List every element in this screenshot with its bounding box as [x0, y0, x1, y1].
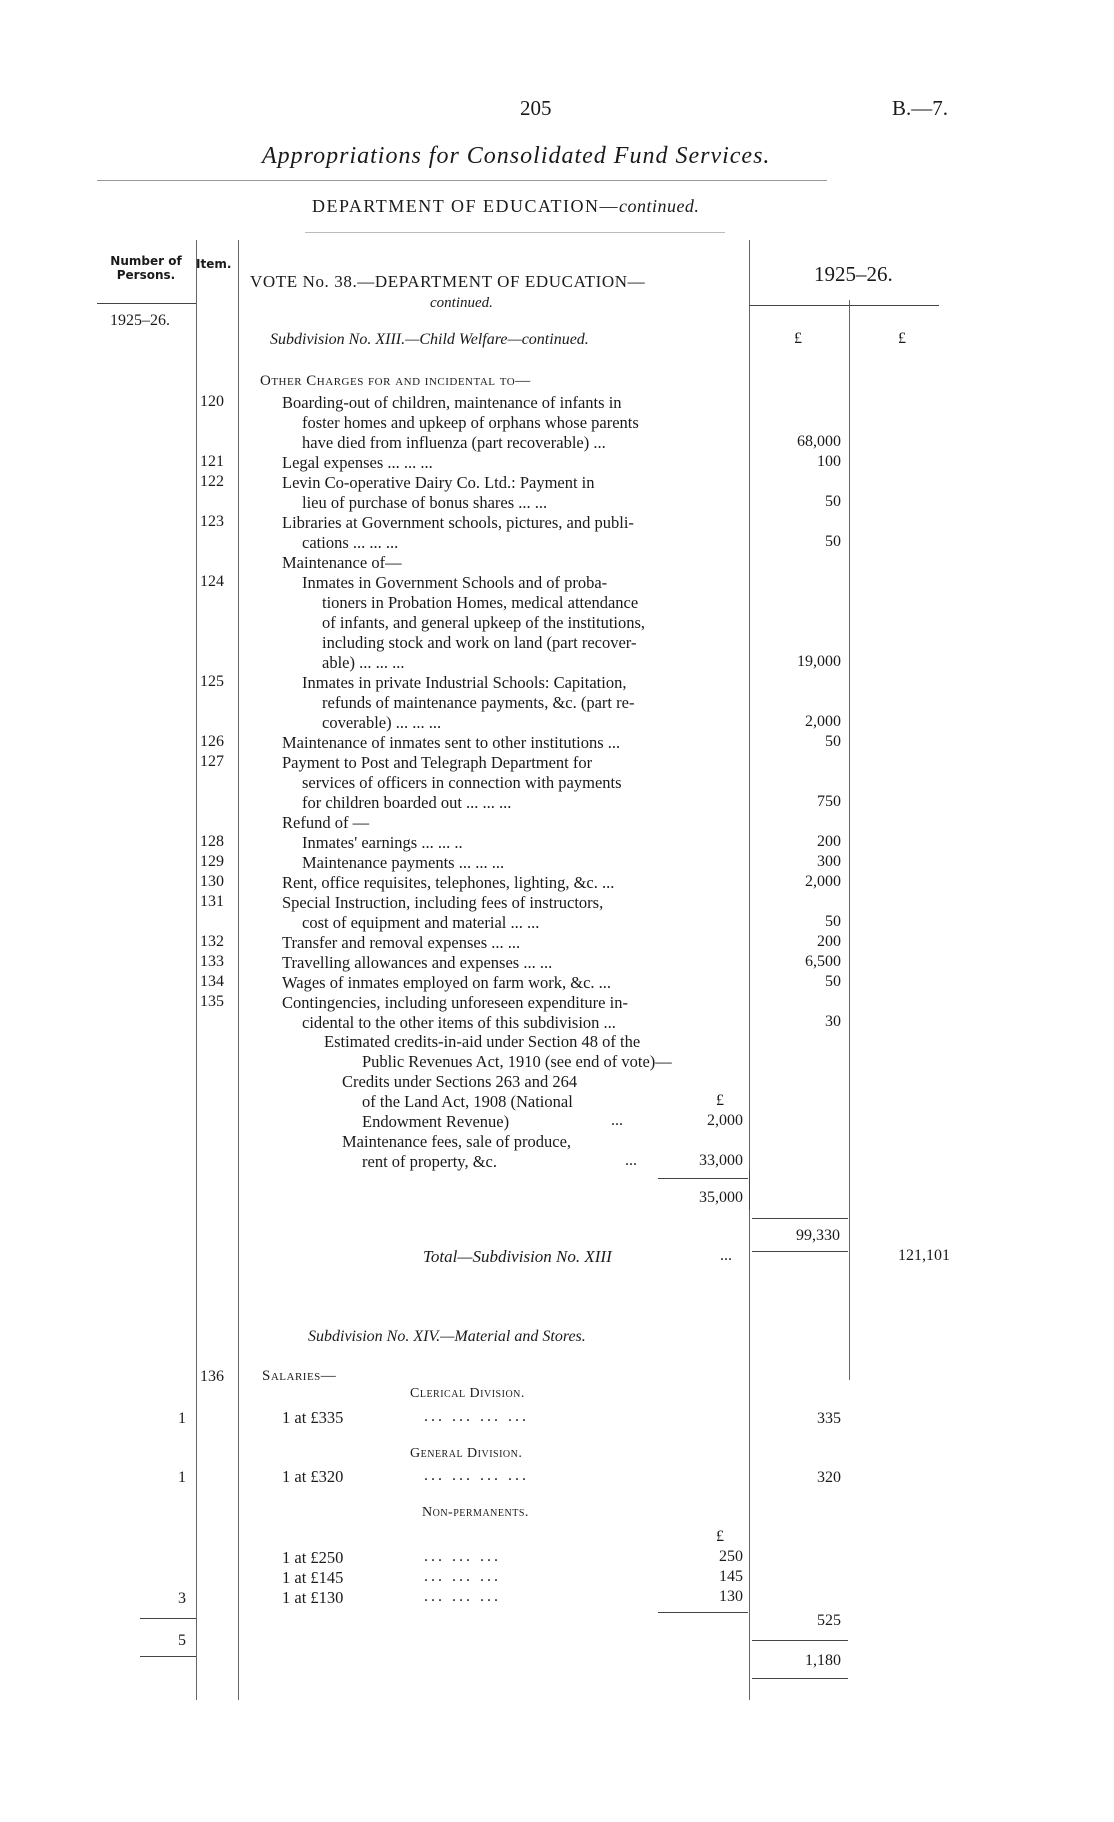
item-number: 121	[200, 453, 224, 470]
department-name: DEPARTMENT OF EDUCATION—	[312, 196, 619, 216]
item-number: 120	[200, 393, 224, 410]
credits-line: rent of property, &c.	[362, 1152, 498, 1171]
credits-dots: ...	[625, 1152, 637, 1169]
credits-box-edge	[749, 1170, 750, 1210]
line-item-text: Contingencies, including unforeseen expenditure in-	[282, 993, 628, 1012]
amount-year-label: 1925–26.	[814, 262, 893, 286]
credit-amount-endowment: 2,000	[707, 1112, 743, 1129]
non-permanent-total: 525	[817, 1612, 841, 1629]
subdivision-13-heading: Subdivision No. XIII.—Child Welfare—continued.	[270, 331, 589, 348]
clerical-salary-line: 1 at £335	[282, 1408, 344, 1427]
line-item-text: Payment to Post and Telegraph Department for	[282, 753, 593, 772]
item-number: 124	[200, 573, 224, 590]
clerical-persons: 1	[178, 1410, 186, 1427]
leader-dots: ... ... ...	[424, 1568, 501, 1585]
non-permanent-sum-rule	[658, 1612, 748, 1613]
line-item-text: have died from influenza (part recoverable) ...	[302, 433, 606, 452]
credits-sum-rule	[658, 1178, 748, 1179]
line-item-amount: 68,000	[797, 433, 841, 450]
general-salary-line: 1 at £320	[282, 1467, 344, 1486]
item-number: 128	[200, 833, 224, 850]
line-item-amount: 6,500	[805, 953, 841, 970]
item-number: 126	[200, 733, 224, 750]
total-persons: 5	[178, 1632, 186, 1649]
total-rule	[752, 1640, 848, 1641]
line-item-text: Refund of —	[282, 813, 370, 832]
non-permanent-line: 1 at £145	[282, 1568, 344, 1587]
line-item-amount: 200	[817, 933, 841, 950]
clerical-division-heading: Clerical Division.	[410, 1386, 525, 1401]
persons-item-divider	[196, 240, 197, 1700]
persons-sum-rule	[140, 1618, 196, 1619]
subdivision-14-total: 1,180	[805, 1652, 841, 1669]
item-number: 125	[200, 673, 224, 690]
item-number: 127	[200, 753, 224, 770]
leader-dots: ... ... ...	[424, 1548, 501, 1565]
line-item-text: Maintenance payments ... ... ...	[302, 853, 505, 872]
non-permanent-amount: 130	[719, 1588, 743, 1605]
credits-line: Estimated credits-in-aid under Section 48 of the	[324, 1032, 641, 1051]
item-number: 123	[200, 513, 224, 530]
line-item-amount: 200	[817, 833, 841, 850]
line-item-text: for children boarded out ... ... ...	[302, 793, 512, 812]
line-item-text: foster homes and upkeep of orphans whose parents	[302, 413, 639, 432]
total-dots: ...	[720, 1247, 732, 1264]
non-permanent-amount: 250	[719, 1548, 743, 1565]
credits-pound-symbol: £	[716, 1092, 724, 1109]
department-continued: continued.	[618, 196, 700, 216]
subdivision-13-grand-total: 121,101	[898, 1247, 950, 1264]
line-item-text: coverable) ... ... ...	[322, 713, 442, 732]
line-item-amount: 50	[825, 733, 841, 750]
department-heading	[312, 196, 699, 217]
line-item-amount: 300	[817, 853, 841, 870]
line-item-text: Levin Co-operative Dairy Co. Ltd.: Payment in	[282, 473, 595, 492]
line-item-amount: 50	[825, 973, 841, 990]
page-number: 205	[520, 96, 552, 120]
item-number: 130	[200, 873, 224, 890]
line-item-text: Maintenance of inmates sent to other institutions ...	[282, 733, 621, 752]
credits-dots: ...	[611, 1112, 623, 1129]
line-item-text: services of officers in connection with payments	[302, 773, 622, 792]
line-item-text: cidental to the other items of this subdivision ...	[302, 1013, 616, 1032]
credits-total: 35,000	[699, 1189, 743, 1206]
text-amount-divider	[749, 240, 750, 1700]
credits-line: Credits under Sections 263 and 264	[342, 1072, 578, 1091]
line-item-amount: 2,000	[805, 873, 841, 890]
line-item-text: Transfer and removal expenses ... ...	[282, 933, 521, 952]
line-item-text: lieu of purchase of bonus shares ... ...	[302, 493, 548, 512]
item-text-divider	[238, 240, 239, 1700]
line-item-text: of infants, and general upkeep of the institutions,	[322, 613, 646, 632]
line-item-amount: 750	[817, 793, 841, 810]
year-header-rule	[749, 305, 939, 306]
pound-symbol-col1: £	[794, 330, 802, 347]
credits-line: of the Land Act, 1908 (National	[362, 1092, 573, 1111]
vote-title: VOTE No. 38.—DEPARTMENT OF EDUCATION—	[250, 272, 646, 291]
line-item-amount: 19,000	[797, 653, 841, 670]
page-title: Appropriations for Consolidated Fund Services.	[262, 143, 771, 169]
number-of-persons-header: Number of Persons.	[110, 254, 182, 282]
leader-dots: ... ... ... ...	[424, 1408, 529, 1425]
line-item-amount: 50	[825, 913, 841, 930]
item-number: 135	[200, 993, 224, 1010]
non-permanent-line: 1 at £250	[282, 1548, 344, 1567]
line-item-amount: 30	[825, 1013, 841, 1030]
subdivision-13-total-label: Total—Subdivision No. XIII	[423, 1247, 612, 1266]
credits-line: Endowment Revenue)	[362, 1112, 510, 1131]
line-item-text: Legal expenses ... ... ...	[282, 453, 433, 472]
credits-line: Maintenance fees, sale of produce,	[342, 1132, 572, 1151]
document-reference: B.—7.	[892, 96, 949, 120]
subtotal-rule	[752, 1218, 848, 1219]
line-item-text: Inmates in private Industrial Schools: Capitation,	[302, 673, 627, 692]
non-permanent-line: 1 at £130	[282, 1588, 344, 1607]
line-item-text: tioners in Probation Homes, medical attendance	[322, 593, 639, 612]
subtotal-underline	[752, 1251, 848, 1252]
leader-dots: ... ... ...	[424, 1588, 501, 1605]
pound-symbol-col2: £	[898, 330, 906, 347]
line-item-text: Rent, office requisites, telephones, lighting, &c. ...	[282, 873, 615, 892]
non-permanent-persons: 3	[178, 1590, 186, 1607]
line-item-text: including stock and work on land (part recover-	[322, 633, 637, 652]
general-amount: 320	[817, 1469, 841, 1486]
persons-year-label: 1925–26.	[110, 312, 170, 329]
line-item-text: Libraries at Government schools, pictures, and publi-	[282, 513, 634, 532]
line-item-text: able) ... ... ...	[322, 653, 405, 672]
salaries-heading: Salaries—	[262, 1368, 337, 1384]
item-number: 134	[200, 973, 224, 990]
persons-total-rule	[140, 1656, 196, 1657]
line-item-text: Inmates in Government Schools and of proba-	[302, 573, 608, 592]
item-number: 136	[200, 1368, 224, 1385]
subdivision-14-heading: Subdivision No. XIV.—Material and Stores.	[308, 1328, 586, 1345]
line-item-amount: 100	[817, 453, 841, 470]
non-permanent-amount: 145	[719, 1568, 743, 1585]
credit-amount-maintenance: 33,000	[699, 1152, 743, 1169]
line-item-text: cost of equipment and material ... ...	[302, 913, 540, 932]
line-item-text: Boarding-out of children, maintenance of infants in	[282, 393, 622, 412]
title-rule	[97, 180, 827, 181]
non-permanents-heading: Non-permanents.	[422, 1505, 529, 1520]
total-underline	[752, 1678, 848, 1679]
other-charges-heading: Other Charges for and incidental to—	[260, 373, 531, 389]
general-division-heading: General Division.	[410, 1446, 523, 1461]
leader-dots: ... ... ... ...	[424, 1467, 529, 1484]
item-number: 129	[200, 853, 224, 870]
general-persons: 1	[178, 1469, 186, 1486]
line-item-amount: 2,000	[805, 713, 841, 730]
line-item-amount: 50	[825, 533, 841, 550]
subdivision-13-column-total: 99,330	[796, 1227, 840, 1244]
line-item-text: refunds of maintenance payments, &c. (part re-	[322, 693, 635, 712]
item-header: Item.	[196, 257, 232, 271]
line-item-text: Travelling allowances and expenses ... ...	[282, 953, 553, 972]
credits-line: Public Revenues Act, 1910 (see end of vote)—	[362, 1052, 672, 1071]
vote-continued: continued.	[430, 295, 493, 311]
item-number: 132	[200, 933, 224, 950]
line-item-text: Wages of inmates employed on farm work, &c. ...	[282, 973, 612, 992]
line-item-amount: 50	[825, 493, 841, 510]
amount-total-divider	[849, 300, 850, 1380]
clerical-amount: 335	[817, 1410, 841, 1427]
item-number: 131	[200, 893, 224, 910]
non-permanents-pound-symbol: £	[716, 1528, 724, 1545]
department-rule	[305, 232, 725, 233]
line-item-text: Maintenance of—	[282, 553, 402, 572]
persons-header-rule	[97, 303, 196, 304]
line-item-text: cations ... ... ...	[302, 533, 399, 552]
line-item-text: Inmates' earnings ... ... ..	[302, 833, 463, 852]
item-number: 122	[200, 473, 224, 490]
line-item-text: Special Instruction, including fees of instructors,	[282, 893, 604, 912]
item-number: 133	[200, 953, 224, 970]
